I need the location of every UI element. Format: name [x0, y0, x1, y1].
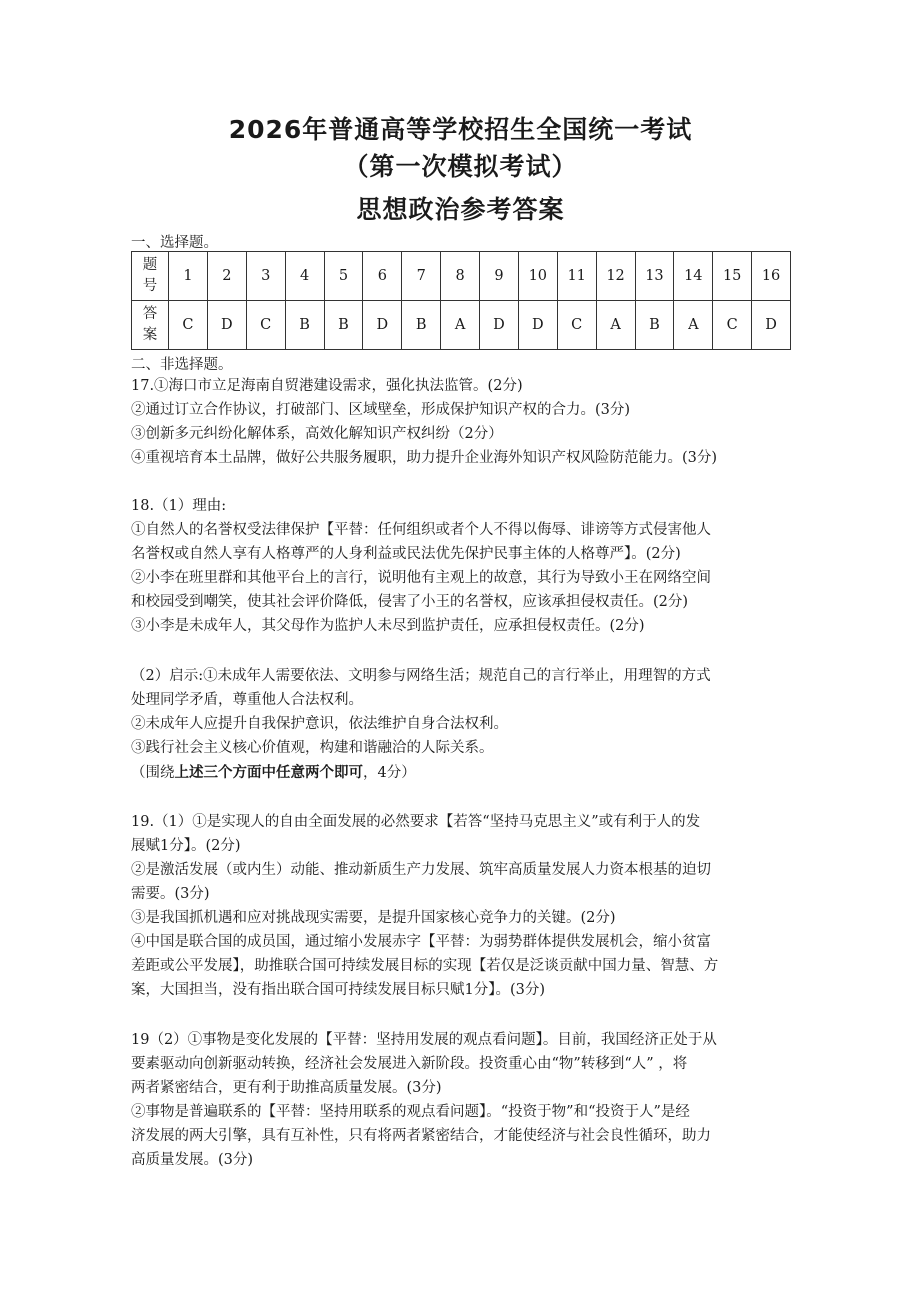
q19-line: ②是激活发展（或内生）动能、推动新质生产力发展、筑牢高质量发展人力资本根基的迫切 — [131, 862, 711, 878]
q19-2-line: 济发展的两大引擎，具有互补性，只有将两者紧密结合，才能使经济与社会良性循环，助力 — [131, 1128, 711, 1144]
question-number-cell: 4 — [285, 252, 324, 301]
answer-header: 答 案 — [132, 301, 169, 350]
q19-2-line: 19（2）①事物是变化发展的【平替：坚持用发展的观点看问题】。目前，我国经济正处于从 — [131, 1032, 717, 1048]
answer-cell: C — [246, 301, 285, 350]
question-number-cell: 10 — [518, 252, 557, 301]
answer-cell: A — [674, 301, 713, 350]
question-number-header: 题 号 — [132, 252, 169, 301]
q17-line: ③创新多元纠纷化解体系，高效化解知识产权纠纷（2分） — [131, 426, 503, 442]
q18-line: ①自然人的名誉权受法律保护【平替：任何组织或者个人不得以侮辱、诽谤等方式侵害他人 — [131, 522, 711, 538]
q19-line: 案，大国担当，没有指出联合国可持续发展目标只赋1分】。(3分) — [131, 982, 546, 998]
q18-line: 名誉权或自然人享有人格尊严的人身利益或民法优先保护民事主体的人格尊严】。(2分) — [131, 546, 681, 562]
q18-2-line: ②未成年人应提升自我保护意识，依法维护自身合法权利。 — [131, 716, 508, 732]
note-emphasis: 上述三个方面中任意两个即可 — [174, 764, 363, 781]
question-number-cell: 11 — [557, 252, 596, 301]
answer-cell: C — [713, 301, 752, 350]
question-number-cell: 16 — [752, 252, 791, 301]
answer-cell: B — [635, 301, 674, 350]
q17-line: 17.①海口市立足海南自贸港建设需求，强化执法监管。(2分) — [131, 378, 523, 394]
answer-cell: A — [441, 301, 480, 350]
exam-subtitle: （第一次模拟考试） — [343, 152, 578, 181]
answer-table — [131, 251, 791, 350]
q19-line: 19.（1）①是实现人的自由全面发展的必然要求【若答“坚持马克思主义”或有利于人的发 — [131, 814, 701, 830]
section-choice-heading: 一、选择题。 — [131, 235, 218, 251]
q19-2-line: 两者紧密结合，更有利于助推高质量发展。(3分) — [131, 1080, 442, 1096]
question-number-cell: 12 — [596, 252, 635, 301]
q18-2-line: 处理同学矛盾，尊重他人合法权利。 — [131, 692, 363, 708]
q19-2-line: 高质量发展。(3分) — [131, 1152, 254, 1168]
question-number-cell: 15 — [713, 252, 752, 301]
question-number-cell: 2 — [207, 252, 246, 301]
answer-cell: D — [518, 301, 557, 350]
q18-line: ②小李在班里群和其他平台上的言行，说明他有主观上的故意，其行为导致小王在网络空间 — [131, 570, 711, 586]
answer-cell: C — [169, 301, 208, 350]
question-number-cell: 13 — [635, 252, 674, 301]
answer-row — [132, 301, 791, 350]
q17-line: ④重视培育本土品牌，做好公共服务履职，助力提升企业海外知识产权风险防范能力。(3分) — [131, 450, 718, 466]
note-suffix: ，4分） — [363, 765, 416, 781]
q17-line: ②通过订立合作协议，打破部门、区域壁垒，形成保护知识产权的合力。(3分) — [131, 402, 631, 418]
answer-cell: D — [363, 301, 402, 350]
answer-cell: B — [324, 301, 363, 350]
question-number-cell: 1 — [169, 252, 208, 301]
answer-cell: B — [285, 301, 324, 350]
q19-2-line: ②事物是普遍联系的【平替：坚持用联系的观点看问题】。“投资于物”和“投资于人”是经 — [131, 1104, 690, 1120]
answer-cell: D — [480, 301, 519, 350]
question-number-cell: 7 — [402, 252, 441, 301]
q18-2-line: ③践行社会主义核心价值观，构建和谐融洽的人际关系。 — [131, 740, 494, 756]
answer-cell: B — [402, 301, 441, 350]
question-number-cell: 5 — [324, 252, 363, 301]
question-number-cell: 8 — [441, 252, 480, 301]
q19-2-line: 要素驱动向创新驱动转换，经济社会发展进入新阶段。投资重心由“物”转移到“人” ，将 — [131, 1056, 688, 1072]
answer-cell: D — [207, 301, 246, 350]
q18-line: ③小李是未成年人，其父母作为监护人未尽到监护责任，应承担侵权责任。(2分) — [131, 618, 645, 634]
q19-line: 差距或公平发展】，助推联合国可持续发展目标的实现【若仅是泛谈贡献中国力量、智慧、方 — [131, 958, 719, 974]
q18-2-line: （2）启示:①未成年人需要依法、文明参与网络生活；规范自己的言行举止，用理智的方式 — [131, 668, 711, 684]
q19-line: ③是我国抓机遇和应对挑战现实需要，是提升国家核心竞争力的关键。(2分) — [131, 910, 616, 926]
answer-cell: C — [557, 301, 596, 350]
question-number-row — [132, 252, 791, 301]
question-number-cell: 6 — [363, 252, 402, 301]
answer-cell: A — [596, 301, 635, 350]
question-number-cell: 3 — [246, 252, 285, 301]
q19-line: 需要。(3分) — [131, 886, 210, 902]
q18-line: 和校园受到嘲笑，使其社会评价降低，侵害了小王的名誉权，应该承担侵权责任。(2分) — [131, 594, 689, 610]
note-prefix: （围绕 — [131, 765, 175, 781]
answer-cell: D — [752, 301, 791, 350]
answer-key-title: 思想政治参考答案 — [356, 195, 565, 224]
question-number-cell: 9 — [480, 252, 519, 301]
section-nonchoice-heading: 二、非选择题。 — [131, 357, 233, 373]
q18-scoring-note — [131, 761, 791, 785]
q18-line: 18.（1）理由: — [131, 498, 227, 514]
question-number-cell: 14 — [674, 252, 713, 301]
exam-title: 2026年普通高等学校招生全国统一考试 — [228, 115, 693, 144]
q19-line: ④中国是联合国的成员国，通过缩小发展赤字【平替：为弱势群体提供发展机会，缩小贫富 — [131, 934, 711, 950]
q19-line: 展赋1分】。(2分) — [131, 838, 241, 854]
